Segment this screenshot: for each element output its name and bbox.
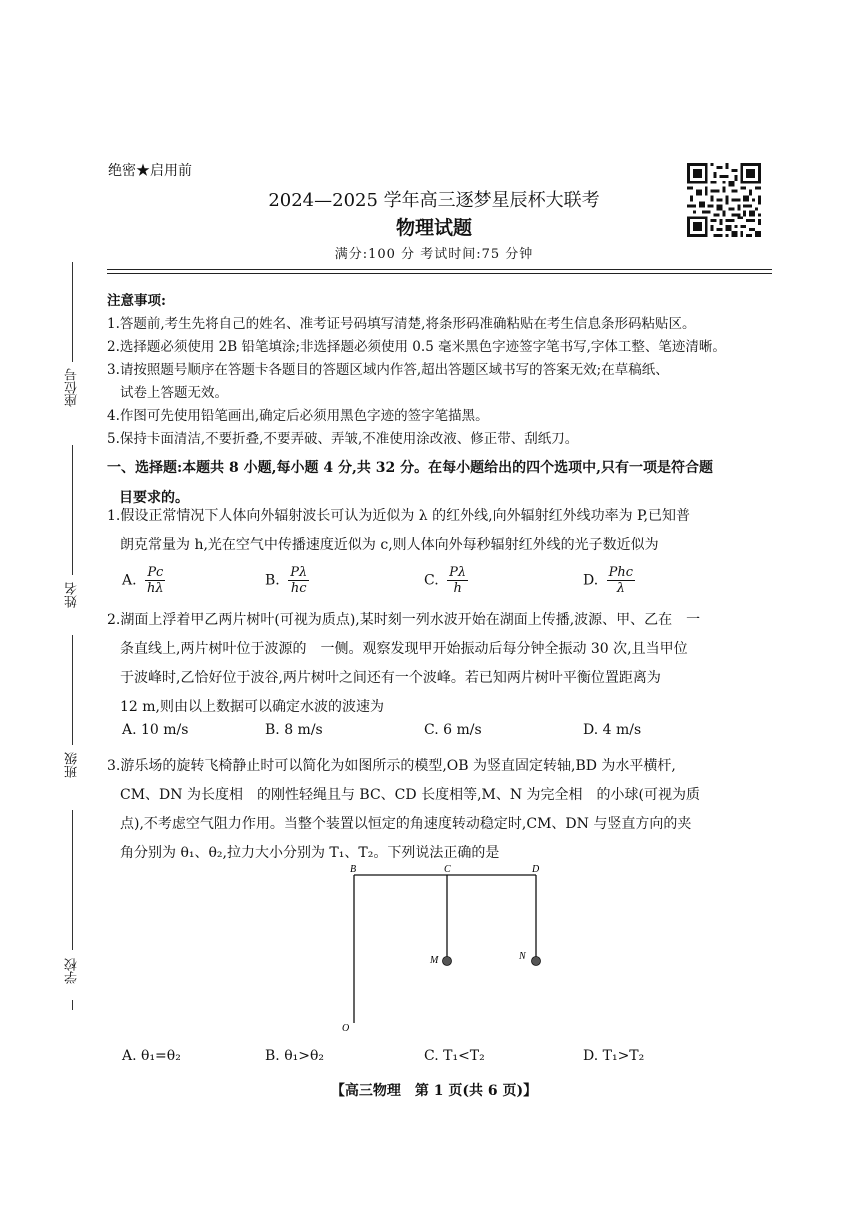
ball-n <box>532 957 541 966</box>
side-label-class: 班级 <box>65 752 80 778</box>
header-rule <box>107 269 772 270</box>
label-n: N <box>519 951 526 962</box>
subject-title: 物理试题 <box>395 217 472 239</box>
question-line: 于波峰时,乙恰好位于波谷,两片树叶之间还有一个波峰。若已知两片树叶平衡位置距离为 <box>120 670 661 686</box>
confidential-mark: 绝密★启用前 <box>108 163 192 179</box>
binding-line <box>72 810 73 950</box>
question-1 <box>107 502 772 560</box>
numerator: Phc <box>608 565 634 580</box>
side-label-school: 学校 <box>65 958 80 984</box>
denominator: λ <box>616 581 625 596</box>
note-item: 试卷上答题无效。 <box>120 385 228 401</box>
exam-meta: 满分:100 分 考试时间:75 分钟 <box>334 247 534 262</box>
question-line: 朗克常量为 h,光在空气中传播速度近似为 c,则人体向外每秒辐射红外线的光子数近似为 <box>120 537 659 553</box>
question-line: 1.假设正常情况下人体向外辐射波长可认为近似为 λ 的红外线,向外辐射红外线功率为 P,已知普 <box>107 508 691 524</box>
option-c: C. T₁<T₂ <box>424 1048 485 1064</box>
question-line: 条直线上,两片树叶位于波源的 一侧。观察发现甲开始振动后每分钟全振动 30 次,且当甲位 <box>120 641 688 657</box>
notes-block <box>107 290 772 451</box>
question-line: 2.湖面上浮着甲乙两片树叶(可视为质点),某时刻一列水波开始在湖面上传播,波源、甲、乙在 一 <box>107 612 701 628</box>
option-b <box>265 565 309 596</box>
exam-title: 2024—2025 学年高三逐梦星辰杯大联考 <box>268 190 600 211</box>
question-line: 12 m,则由以上数据可以确定水波的波速为 <box>120 699 384 715</box>
option-label: C. <box>424 572 439 589</box>
option-b: B. 8 m/s <box>265 722 323 738</box>
option-c: C. 6 m/s <box>424 722 482 738</box>
numerator: Pc <box>147 565 164 580</box>
option-d: D. T₁>T₂ <box>583 1048 645 1064</box>
question-3-options <box>107 1050 772 1070</box>
question-line: 角分别为 θ₁、θ₂,拉力大小分别为 T₁、T₂。下列说法正确的是 <box>120 845 500 861</box>
option-a: A. 10 m/s <box>122 722 189 738</box>
binding-line <box>72 1000 73 1010</box>
numerator: Pλ <box>449 565 467 580</box>
note-item: 1.答题前,考生先将自己的姓名、准考证号码填写清楚,将条形码准确粘贴在考生信息条形码粘贴区。 <box>107 316 696 332</box>
question-line: 3.游乐场的旋转飞椅静止时可以简化为如图所示的模型,OB 为竖直固定转轴,BD 为水平横杆, <box>107 758 676 774</box>
notes-heading: 注意事项: <box>107 293 166 309</box>
fraction <box>607 565 635 596</box>
denominator: hc <box>290 581 307 596</box>
section-heading-line: 一、选择题:本题共 8 小题,每小题 4 分,共 32 分。在每小题给出的四个选项中,只有一项是符合题 <box>107 460 713 476</box>
option-label: D. <box>583 572 599 589</box>
side-label-name: 姓名 <box>65 582 80 608</box>
binding-line <box>72 445 73 575</box>
fraction <box>447 565 468 596</box>
ball-m <box>443 957 452 966</box>
option-label: B. <box>265 572 280 589</box>
page-footer: 【高三物理 第 1 页(共 6 页)】 <box>330 1083 538 1099</box>
option-b: B. θ₁>θ₂ <box>265 1048 325 1064</box>
option-a <box>122 565 166 596</box>
question-1-options <box>107 565 772 601</box>
qr-code-icon <box>687 163 761 237</box>
option-label: A. <box>122 572 137 589</box>
option-a: A. θ₁=θ₂ <box>122 1048 181 1064</box>
denominator: h <box>453 581 462 596</box>
binding-line <box>72 635 73 745</box>
question-3 <box>107 752 772 868</box>
label-d: D <box>532 864 540 875</box>
label-b: B <box>350 864 357 875</box>
swing-ride-diagram <box>330 855 560 1035</box>
fraction <box>288 565 309 596</box>
binding-line <box>72 262 73 362</box>
question-2 <box>107 606 772 722</box>
option-c <box>424 565 468 596</box>
section-heading-line: 目要求的。 <box>119 490 189 506</box>
question-2-options <box>107 722 772 742</box>
label-c: C <box>444 864 451 875</box>
option-d: D. 4 m/s <box>583 722 642 738</box>
option-d <box>583 565 635 596</box>
header-rule-thin <box>107 273 772 274</box>
note-item: 5.保持卡面清洁,不要折叠,不要弄破、弄皱,不准使用涂改液、修正带、刮纸刀。 <box>107 431 579 447</box>
label-o: O <box>342 1023 350 1034</box>
note-item: 3.请按照题号顺序在答题卡各题目的答题区域内作答,超出答题区域书写的答案无效;在草稿纸、 <box>107 362 669 378</box>
side-label-seat: 座位号 <box>65 368 80 407</box>
question-line: CM、DN 为长度相 的刚性轻绳且与 BC、CD 长度相等,M、N 为完全相 的小球(可视为质 <box>120 787 701 803</box>
fraction <box>145 565 166 596</box>
note-item: 4.作图可先使用铅笔画出,确定后必须用黑色字迹的签字笔描黑。 <box>107 408 489 424</box>
numerator: Pλ <box>290 565 308 580</box>
question-line: 点),不考虑空气阻力作用。当整个装置以恒定的角速度转动稳定时,CM、DN 与竖直方向的夹 <box>120 816 692 832</box>
denominator: hλ <box>147 581 164 596</box>
note-item: 2.选择题必须使用 2B 铅笔填涂;非选择题必须使用 0.5 毫米黑色字迹签字笔书写,字体工整、笔迹清晰。 <box>107 339 726 355</box>
label-m: M <box>430 955 439 966</box>
